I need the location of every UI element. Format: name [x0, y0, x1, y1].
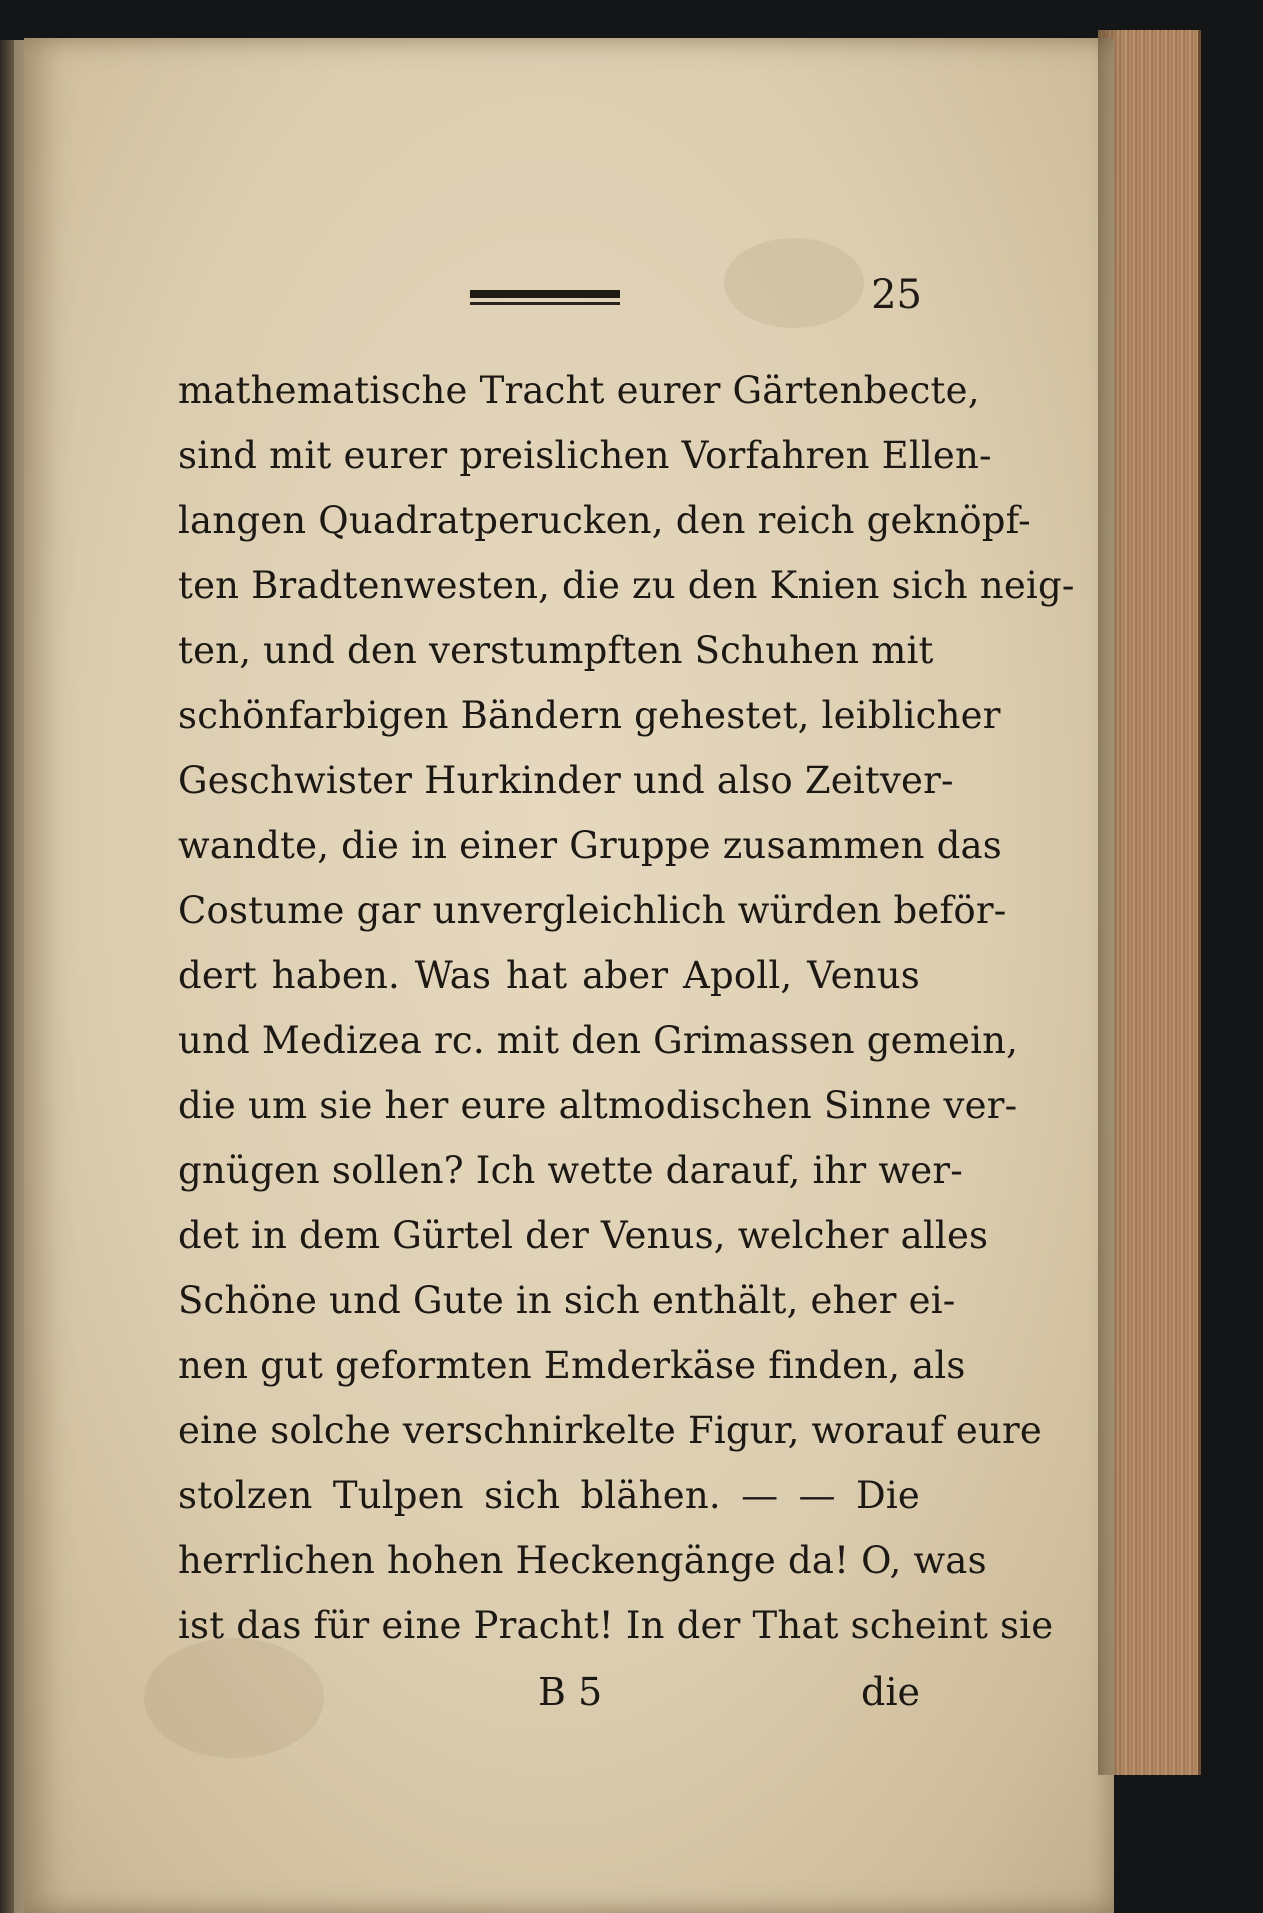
- text-line: stolzen Tulpen sich blähen. — — Die: [178, 1474, 920, 1517]
- text-line: ten Bradtenwesten, die zu den Knien sich neig-: [178, 564, 1075, 607]
- page-fore-edge-shadow: [1098, 30, 1122, 1775]
- body-text: [178, 358, 1075, 1658]
- text-line: schönfarbigen Bändern gehestet, leiblicher: [178, 694, 1001, 737]
- page-footer: [178, 1662, 920, 1722]
- text-line: Schöne und Gute in sich enthält, eher ei-: [178, 1279, 956, 1322]
- text-line: Geschwister Hurkinder und also Zeitver-: [178, 759, 954, 802]
- paper-stain: [724, 238, 864, 328]
- text-line: det in dem Gürtel der Venus, welcher alles: [178, 1214, 989, 1257]
- text-line: langen Quadratperucken, den reich geknöpf-: [178, 499, 1031, 542]
- text-line: Costume gar unvergleichlich würden beför-: [178, 889, 1007, 932]
- header-rule: [470, 290, 620, 308]
- text-line: dert haben. Was hat aber Apoll, Venus: [178, 954, 920, 997]
- text-line: gnügen sollen? Ich wette darauf, ihr wer-: [178, 1149, 963, 1192]
- text-line: herrlichen hohen Heckengänge da! O, was: [178, 1539, 987, 1582]
- text-line: und Medizea rc. mit den Grimassen gemein,: [178, 1019, 1019, 1062]
- signature-mark: B 5: [538, 1670, 603, 1714]
- text-line: nen gut geformten Emderkäse finden, als: [178, 1344, 966, 1387]
- text-line: ist das für eine Pracht! In der That scheint sie: [178, 1604, 1054, 1647]
- header-rule-thick: [470, 290, 620, 298]
- page-number: 25: [871, 272, 922, 318]
- text-line: eine solche verschnirkelte Figur, worauf eure: [178, 1409, 1043, 1452]
- catchword: die: [861, 1670, 920, 1714]
- text-line: wandte, die in einer Gruppe zusammen das: [178, 824, 1002, 867]
- text-line: ten, und den verstumpften Schuhen mit: [178, 629, 934, 672]
- header-rule-thin: [470, 302, 620, 305]
- text-line: sind mit eurer preislichen Vorfahren Ellen-: [178, 434, 992, 477]
- text-line: die um sie her eure altmodischen Sinne ver-: [178, 1084, 1018, 1127]
- text-line: mathematische Tracht eurer Gärtenbecte,: [178, 369, 980, 412]
